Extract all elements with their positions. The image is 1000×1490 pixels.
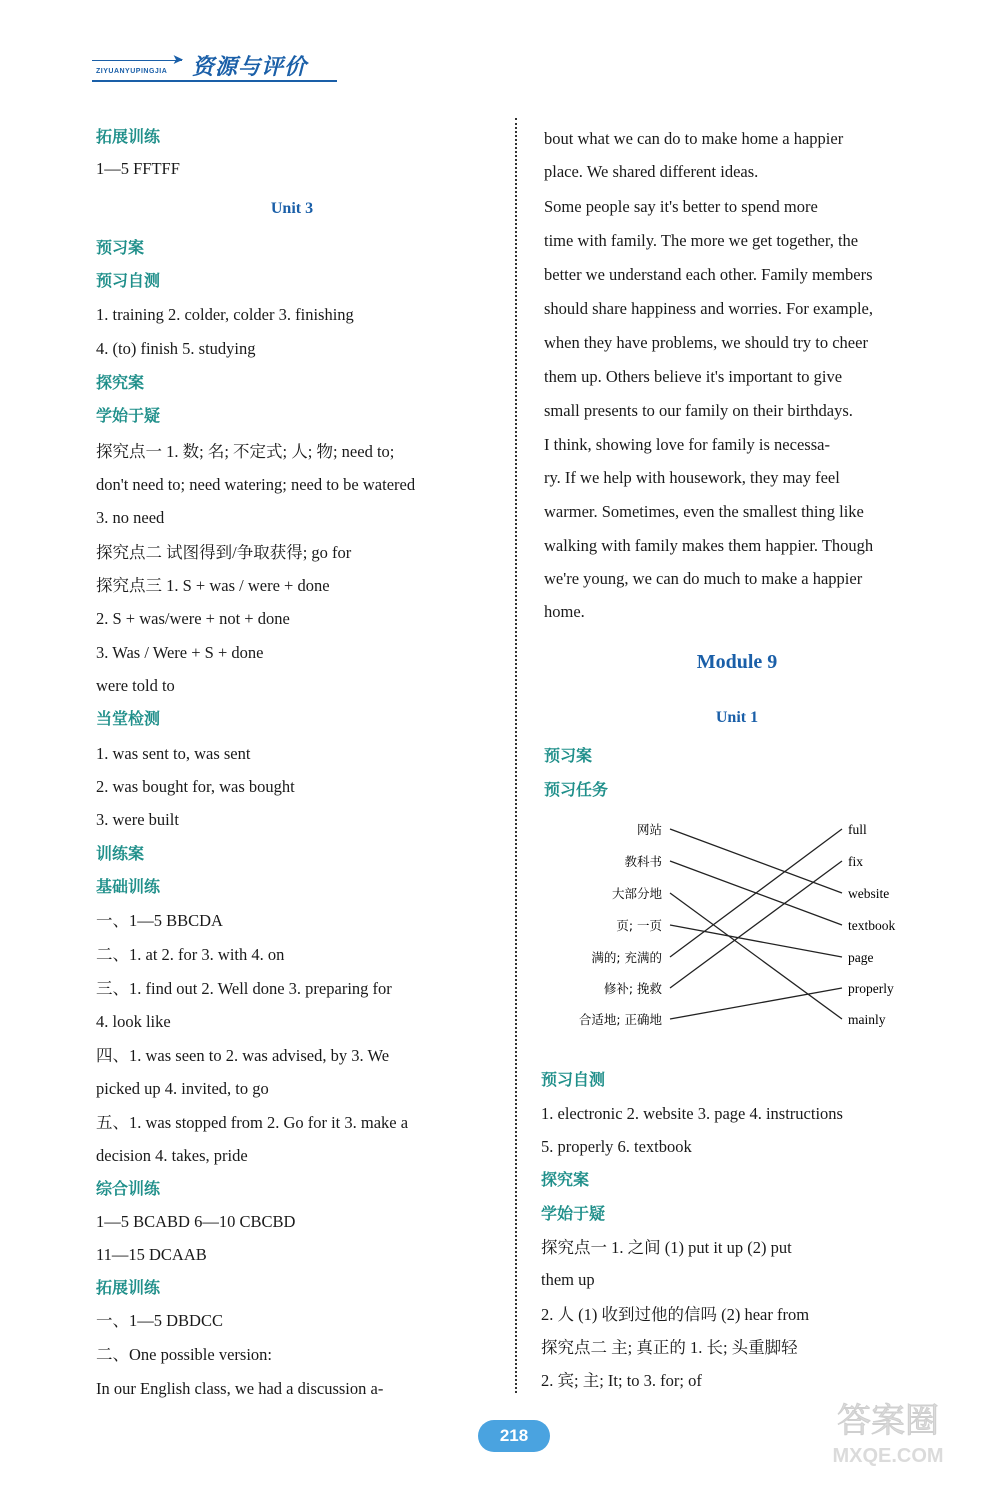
answer-line: 1—5 BCABD 6—10 CBCBD (96, 1212, 296, 1231)
answer-line: walking with family makes them happier. Though (544, 536, 874, 555)
match-line (670, 893, 842, 1019)
match-line (670, 988, 842, 1019)
answer-line: 探究点三 1. S + was / were + done (96, 576, 330, 595)
answer-line: 探究点二 主; 真正的 1. 长; 头重脚轻 (541, 1338, 798, 1357)
page-number: 218 (478, 1420, 550, 1452)
answer-line: 5. properly 6. textbook (541, 1137, 692, 1156)
match-left-item: 修补; 挽救 (603, 981, 662, 996)
match-right-item: mainly (848, 1012, 886, 1027)
answer-line: 4. look like (96, 1012, 171, 1031)
section-heading: 探究案 (541, 1170, 590, 1189)
section-heading: 探究案 (96, 373, 145, 392)
answer-line: 1. electronic 2. website 3. page 4. instructions (541, 1104, 843, 1123)
match-right-item: page (848, 950, 874, 965)
section-heading: 预习案 (96, 238, 145, 257)
answer-line: 1. was sent to, was sent (96, 744, 251, 763)
match-right-item: fix (848, 854, 863, 869)
matching-diagram (540, 810, 960, 1040)
answer-line: 探究点一 1. 数; 名; 不定式; 人; 物; need to; (96, 442, 395, 461)
answer-line: 4. (to) finish 5. studying (96, 339, 256, 358)
section-heading: 预习任务 (544, 780, 609, 799)
section-heading: 预习自测 (541, 1070, 606, 1089)
answer-line: ry. If we help with housework, they may feel (544, 468, 840, 487)
answer-line: 3. were built (96, 810, 179, 829)
header-rule (92, 80, 337, 82)
answer-line: 探究点二 试图得到/争取获得; go for (96, 543, 352, 562)
section-heading: 拓展训练 (96, 127, 161, 146)
answer-line: bout what we can do to make home a happier (544, 129, 844, 148)
header (92, 46, 342, 86)
answer-line: 2. 人 (1) 收到过他的信吗 (2) hear from (541, 1305, 810, 1324)
match-right-item: website (848, 886, 890, 901)
answer-line: 2. S + was/were + not + done (96, 609, 290, 628)
answer-line: were told to (96, 676, 175, 695)
section-heading: 学始于疑 (96, 406, 161, 425)
answer-line: small presents to our family on their birthdays. (544, 401, 853, 420)
match-line (670, 829, 842, 957)
section-heading: 预习自测 (96, 271, 161, 290)
svg-text:MXQE.COM: MXQE.COM (832, 1445, 944, 1467)
match-line (670, 925, 842, 957)
answer-line: 一、1—5 BBCDA (96, 911, 223, 930)
header-title: 资源与评价 (192, 55, 308, 80)
match-right-item: properly (848, 981, 894, 996)
answer-line: them up. Others believe it's important to give (544, 367, 843, 386)
answer-line: 探究点一 1. 之间 (1) put it up (2) put (541, 1238, 792, 1257)
match-line (670, 829, 842, 893)
header-rule-thin (92, 60, 182, 61)
match-right-item: textbook (848, 918, 896, 933)
answer-line: 四、1. was seen to 2. was advised, by 3. We (96, 1046, 390, 1065)
answer-line: better we understand each other. Family members (544, 265, 873, 284)
column-divider (515, 118, 517, 1393)
answer-line: 3. no need (96, 508, 165, 527)
section-heading: 拓展训练 (96, 1278, 161, 1297)
answer-line: time with family. The more we get together, the (544, 231, 859, 250)
answer-line: them up (541, 1270, 595, 1289)
answer-line: place. We shared different ideas. (544, 162, 759, 181)
answer-line: 一、1—5 DBDCC (96, 1311, 223, 1330)
answer-line: should share happiness and worries. For example, (544, 299, 874, 318)
answer-line: home. (544, 602, 585, 621)
answer-line: 1. training 2. colder, colder 3. finishing (96, 305, 354, 324)
unit-title: Unit 1 (715, 709, 759, 726)
answer-line: 二、One possible version: (96, 1345, 272, 1364)
answer-line: warmer. Sometimes, even the smallest thing like (544, 502, 864, 521)
answer-line: 3. Was / Were + S + done (96, 643, 264, 662)
match-line (670, 861, 842, 988)
match-left-item: 满的; 充满的 (591, 950, 662, 965)
module-title: Module 9 (696, 651, 778, 673)
answer-line: 五、1. was stopped from 2. Go for it 3. make a (96, 1113, 409, 1132)
watermark-logo (798, 1390, 978, 1470)
svg-text:答案圈: 答案圈 (837, 1401, 939, 1441)
answer-line: Some people say it's better to spend more (544, 197, 818, 216)
answer-line: 2. 宾; 主; It; to 3. for; of (541, 1371, 702, 1390)
match-left-item: 网站 (636, 822, 662, 837)
section-heading: 综合训练 (96, 1179, 161, 1198)
answer-line: I think, showing love for family is necessa- (544, 435, 830, 454)
answer-line: 2. was bought for, was bought (96, 777, 295, 796)
match-left-item: 教科书 (624, 854, 662, 869)
match-left-item: 页; 一页 (616, 918, 662, 933)
header-pinyin: ZIYUANYUPINGJIA (96, 68, 168, 75)
answer-line: decision 4. takes, pride (96, 1146, 248, 1165)
section-heading: 预习案 (544, 746, 593, 765)
section-heading: 学始于疑 (541, 1204, 606, 1223)
answer-line: 11—15 DCAAB (96, 1245, 207, 1264)
answer-line: 二、1. at 2. for 3. with 4. on (96, 945, 285, 964)
unit-title: Unit 3 (270, 200, 314, 217)
answer-line: picked up 4. invited, to go (96, 1079, 269, 1098)
section-heading: 当堂检测 (96, 709, 161, 728)
answer-line: when they have problems, we should try to cheer (544, 333, 868, 352)
section-heading: 基础训练 (96, 877, 161, 896)
match-right-item: full (848, 822, 867, 837)
answer-line: we're young, we can do much to make a happier (544, 569, 863, 588)
section-heading: 训练案 (96, 844, 145, 863)
answer-line: 三、1. find out 2. Well done 3. preparing for (96, 979, 392, 998)
match-left-item: 大部分地 (611, 886, 662, 901)
arrow-icon: ➤ (172, 52, 184, 68)
match-left-item: 合适地; 正确地 (578, 1012, 662, 1027)
answer-line: 1—5 FFTFF (96, 159, 180, 178)
answer-line: In our English class, we had a discussion a- (96, 1379, 384, 1398)
answer-line: don't need to; need watering; need to be watered (96, 475, 416, 494)
